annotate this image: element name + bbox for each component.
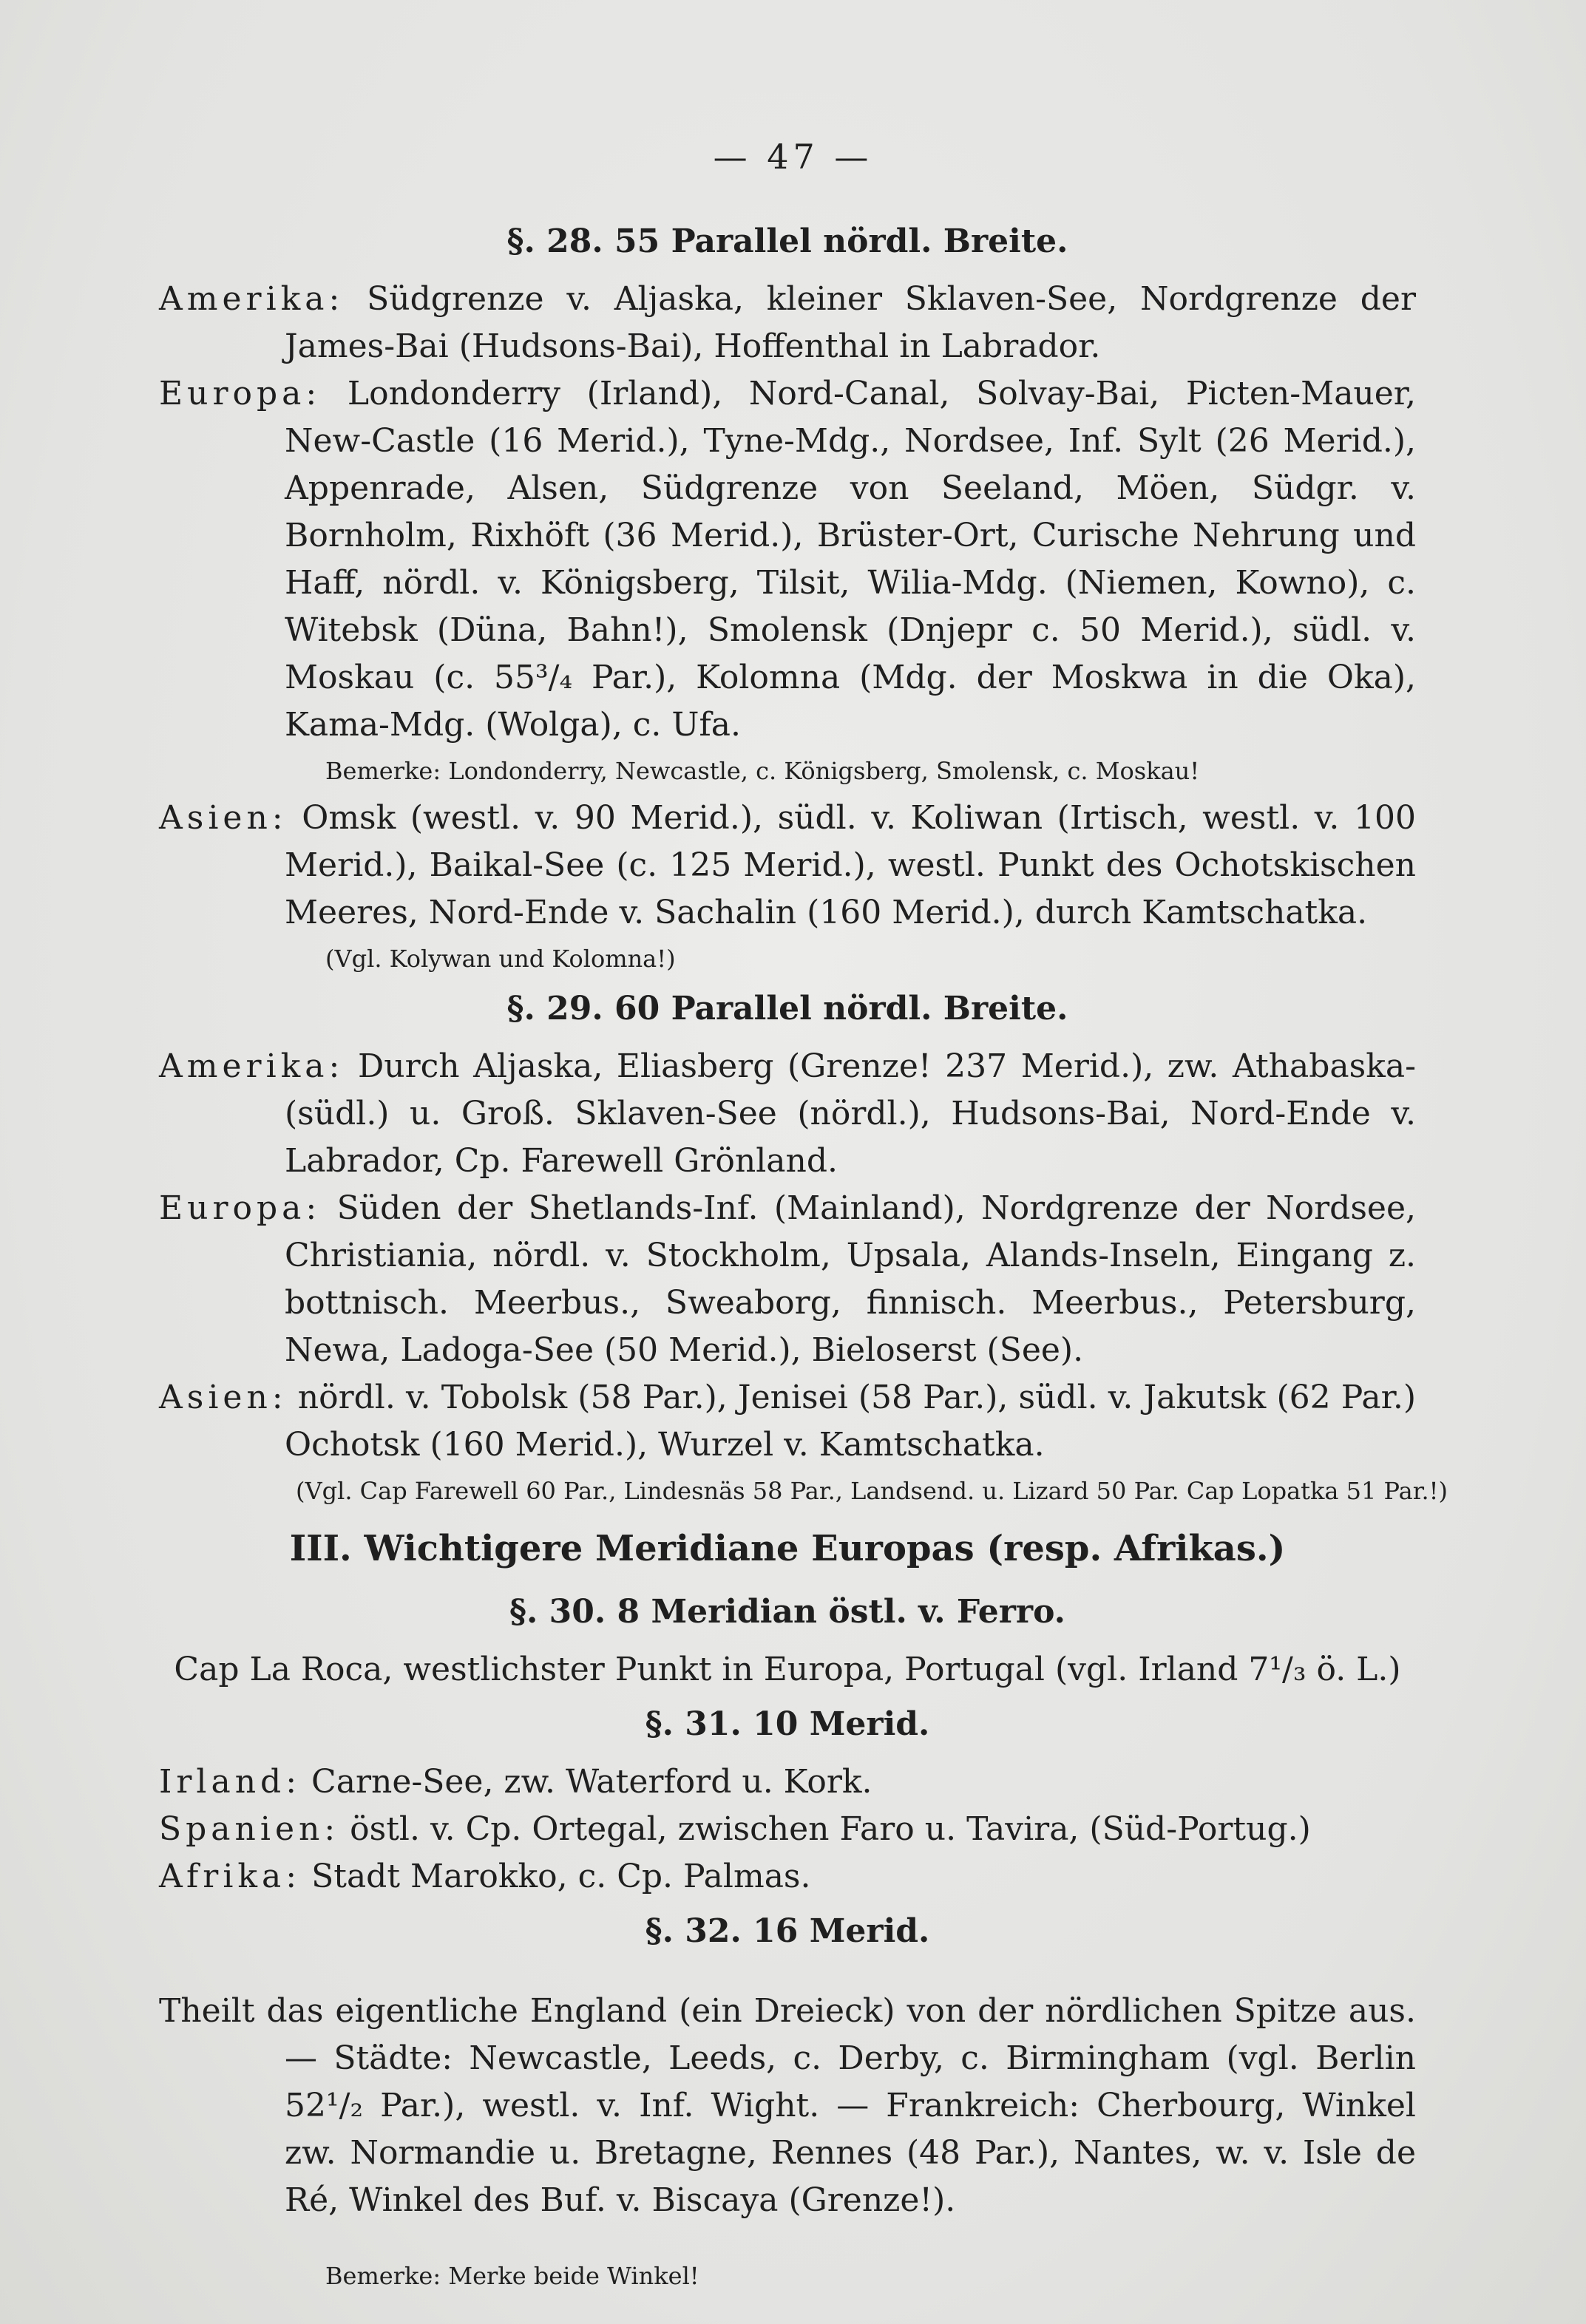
page-content — [159, 211, 1448, 2300]
section-heading-29: §. 29. 60 Parallel nördl. Breite. — [506, 990, 1068, 1027]
entry-amerika-29 — [159, 1043, 1416, 1185]
note-28: Bemerke: Londonderry, Newcastle, c. Königsberg, Smolensk, c. Moskau! — [325, 757, 1200, 785]
entry-label: Asien: — [159, 1379, 288, 1416]
entry-asien-29 — [159, 1374, 1416, 1469]
entry-text: Omsk (westl. v. 90 Merid.), südl. v. Koliwan (Irtisch, westl. v. 100 Merid.), Baikal-See (c. 125 Merid.), westl. Punkt des Ochotskischen Meeres, Nord-Ende v. Sachalin (160 Merid.), durch Kamtschatka. — [285, 799, 1416, 931]
entry-text: Carne-See, zw. Waterford u. Kork. — [311, 1763, 872, 1801]
entry-label: Europa: — [159, 1189, 322, 1227]
entry-label: Afrika: — [159, 1858, 302, 1895]
entry-europa-29 — [159, 1185, 1416, 1374]
line-30: Cap La Roca, westlichster Punkt in Europa, Portugal (vgl. Irland 7¹/₃ ö. L.) — [174, 1651, 1401, 1688]
entry-label: Spanien: — [159, 1810, 340, 1848]
entry-text: Stadt Marokko, c. Cp. Palmas. — [311, 1858, 811, 1895]
section-heading-32: §. 32. 16 Merid. — [645, 1912, 930, 1950]
note-32: Bemerke: Merke beide Winkel! — [325, 2262, 699, 2290]
entry-text: Londonderry (Irland), Nord-Canal, Solvay-Bai, Picten-Mauer, New-Castle (16 Merid.), Tyne-Mdg., Nordsee, Inf. Sylt (26 Merid.), Appenrade, Alsen, Südgrenze von Seeland, Möen, Südgr. v. Bornholm, Rixhöft (36 Merid.), Brüster-Ort, Curische Nehrung und Haff, nördl. v. Königsberg, Tilsit, Wilia-Mdg. (Niemen, Kowno), c. Witebsk (Düna, Bahn!), Smolensk (Dnjepr c. 50 Merid.), südl. v. Moskau (c. 55³/₄ Par.), Kolomna (Mdg. der Moskwa in die Oka), Kama-Mdg. (Wolga), c. Ufa. — [285, 375, 1416, 744]
entry-text: Süden der Shetlands-Inf. (Mainland), Nordgrenze der Nordsee, Christiania, nördl. v. Stockholm, Upsala, Alands-Inseln, Eingang z. bottnisch. Meerbus., Sweaborg, finnisch. Meerbus., Petersburg, Newa, Ladoga-See (50 Merid.), Bieloserst (See). — [285, 1189, 1416, 1369]
part-heading: III. Wichtigere Meridiane Europas (resp. Afrikas.) — [289, 1528, 1286, 1569]
entry-text: Durch Aljaska, Eliasberg (Grenze! 237 Merid.), zw. Athabaska- (südl.) u. Groß. Sklaven-See (nördl.), Hudsons-Bai, Nord-Ende v. Labrador, Cp. Farewell Grönland. — [285, 1047, 1416, 1180]
section-heading-30: §. 30. 8 Meridian östl. v. Ferro. — [509, 1593, 1065, 1631]
entry-label: Amerika: — [159, 280, 345, 318]
entry-irland-31 — [159, 1759, 1416, 1806]
entry-asien-28 — [159, 795, 1416, 937]
entry-label: Asien: — [159, 799, 288, 837]
entry-spanien-31 — [159, 1806, 1416, 1853]
entry-amerika-28 — [159, 276, 1416, 370]
entry-afrika-31 — [159, 1853, 1416, 1900]
entry-label: Europa: — [159, 375, 322, 412]
entry-label: Irland: — [159, 1763, 302, 1801]
note-29: (Vgl. Cap Farewell 60 Par., Lindesnäs 58 Par., Landsend. u. Lizard 50 Par. Cap Lopatka 51 Par.!) — [296, 1477, 1448, 1505]
section-heading-28: §. 28. 55 Parallel nördl. Breite. — [506, 222, 1068, 260]
entry-text: Südgrenze v. Aljaska, kleiner Sklaven-See, Nordgrenze der James-Bai (Hudsons-Bai), Hoffenthal in Labrador. — [285, 280, 1416, 365]
note-28-after: (Vgl. Kolywan und Kolomna!) — [325, 945, 676, 973]
page-number: — 47 — — [713, 137, 873, 177]
entry-label: Amerika: — [159, 1047, 345, 1085]
paragraph-32: Theilt das eigentliche England (ein Dreieck) von der nördlichen Spitze aus. — Städte: Newcastle, Leeds, c. Derby, c. Birmingham (vgl. Berlin 52¹/₂ Par.), westl. v. Inf. Wight. — Frankreich: Cherbourg, Winkel zw. Normandie u. Bretagne, Rennes (48 Par.), Nantes, w. v. Isle de Ré, Winkel des Buf. v. Biscaya (Grenze!). — [159, 1992, 1416, 2219]
entry-europa-28 — [159, 370, 1416, 749]
section-heading-31: §. 31. 10 Merid. — [645, 1705, 930, 1743]
entry-text: nördl. v. Tobolsk (58 Par.), Jenisei (58 Par.), südl. v. Jakutsk (62 Par.) Ochotsk (160 Merid.), Wurzel v. Kamtschatka. — [285, 1379, 1416, 1464]
entry-text: östl. v. Cp. Ortegal, zwischen Faro u. Tavira, (Süd-Portug.) — [350, 1810, 1311, 1848]
